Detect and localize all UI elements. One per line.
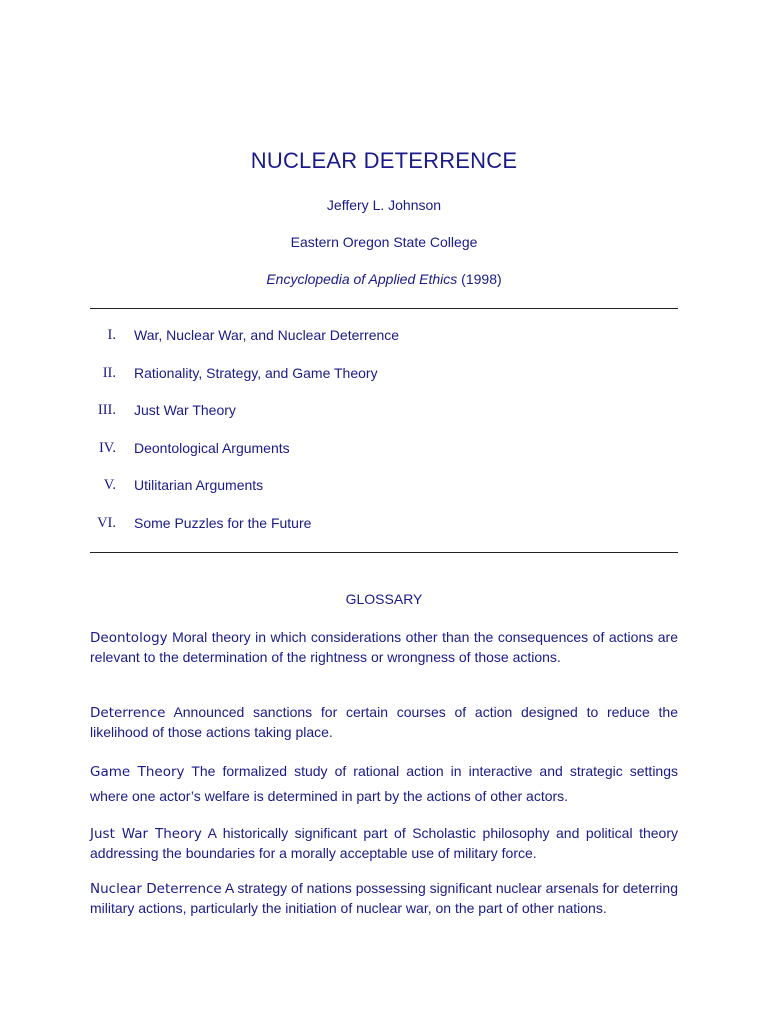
toc-item-label: Utilitarian Arguments: [134, 477, 264, 493]
glossary-definition: Announced sanctions for certain courses of action designed to reduce the likelihood of those actions taking place.: [90, 704, 678, 740]
toc-item: [0, 402, 768, 440]
source-year: (1998): [461, 271, 502, 287]
glossary-term: Just War Theory: [90, 826, 202, 842]
glossary-term: Nuclear Deterrence: [90, 881, 222, 897]
toc-item-label: Just War Theory: [134, 402, 236, 418]
source-title: Encyclopedia of Applied Ethics: [266, 271, 458, 287]
glossary-definition: A historically significant part of Scholastic philosophy and political theory addressing the boundaries for a morally acceptable use of military force.: [90, 825, 678, 861]
document-title: NUCLEAR DETERRENCE: [250, 148, 518, 173]
divider-top: [90, 308, 678, 309]
toc-item-number: III.: [97, 402, 116, 418]
toc-item: [0, 365, 768, 403]
toc-item: [0, 327, 768, 365]
glossary-entry-nuclear-deterrence: [90, 879, 678, 918]
table-of-contents: [0, 327, 768, 552]
toc-item: [0, 440, 768, 478]
glossary-definition: Moral theory in which considerations other than the consequences of actions are relevant to the determination of the rightness or wrongness of those actions.: [90, 629, 678, 665]
glossary-term: Deterrence: [90, 705, 166, 721]
glossary-definition: The formalized study of rational action in interactive and strategic settings where one actor’s welfare is determined in part by the actions of other actors.: [90, 763, 679, 804]
toc-item-label: Some Puzzles for the Future: [134, 514, 312, 531]
toc-item-number: I.: [107, 327, 116, 343]
glossary-term: Game Theory: [90, 764, 185, 780]
glossary-term: Deontology: [90, 630, 168, 646]
toc-item: [0, 477, 768, 515]
source-citation: [0, 271, 768, 287]
toc-item-number: II.: [102, 364, 116, 381]
glossary-definition: A strategy of nations possessing significant nuclear arsenals for deterring military actions, particularly the initiation of nuclear war, on the part of other nations.: [90, 880, 678, 916]
glossary-heading: GLOSSARY: [345, 591, 423, 607]
glossary-entry-deterrence: [90, 703, 678, 742]
glossary-entry-game-theory: [90, 759, 678, 808]
toc-item-number: VI.: [97, 514, 116, 531]
toc-item-number: IV.: [98, 439, 116, 456]
author-institution: Eastern Oregon State College: [290, 234, 478, 250]
toc-item: [0, 515, 768, 553]
glossary-entry-just-war-theory: [90, 824, 678, 863]
toc-item-label: Deontological Arguments: [134, 439, 290, 456]
divider-bottom: [90, 552, 678, 553]
author-name: Jeffery L. Johnson: [326, 197, 442, 213]
glossary-entry-deontology: [90, 628, 678, 667]
toc-item-number: V.: [103, 477, 116, 493]
toc-item-label: Rationality, Strategy, and Game Theory: [134, 364, 378, 381]
toc-item-label: War, Nuclear War, and Nuclear Deterrence: [134, 327, 400, 343]
